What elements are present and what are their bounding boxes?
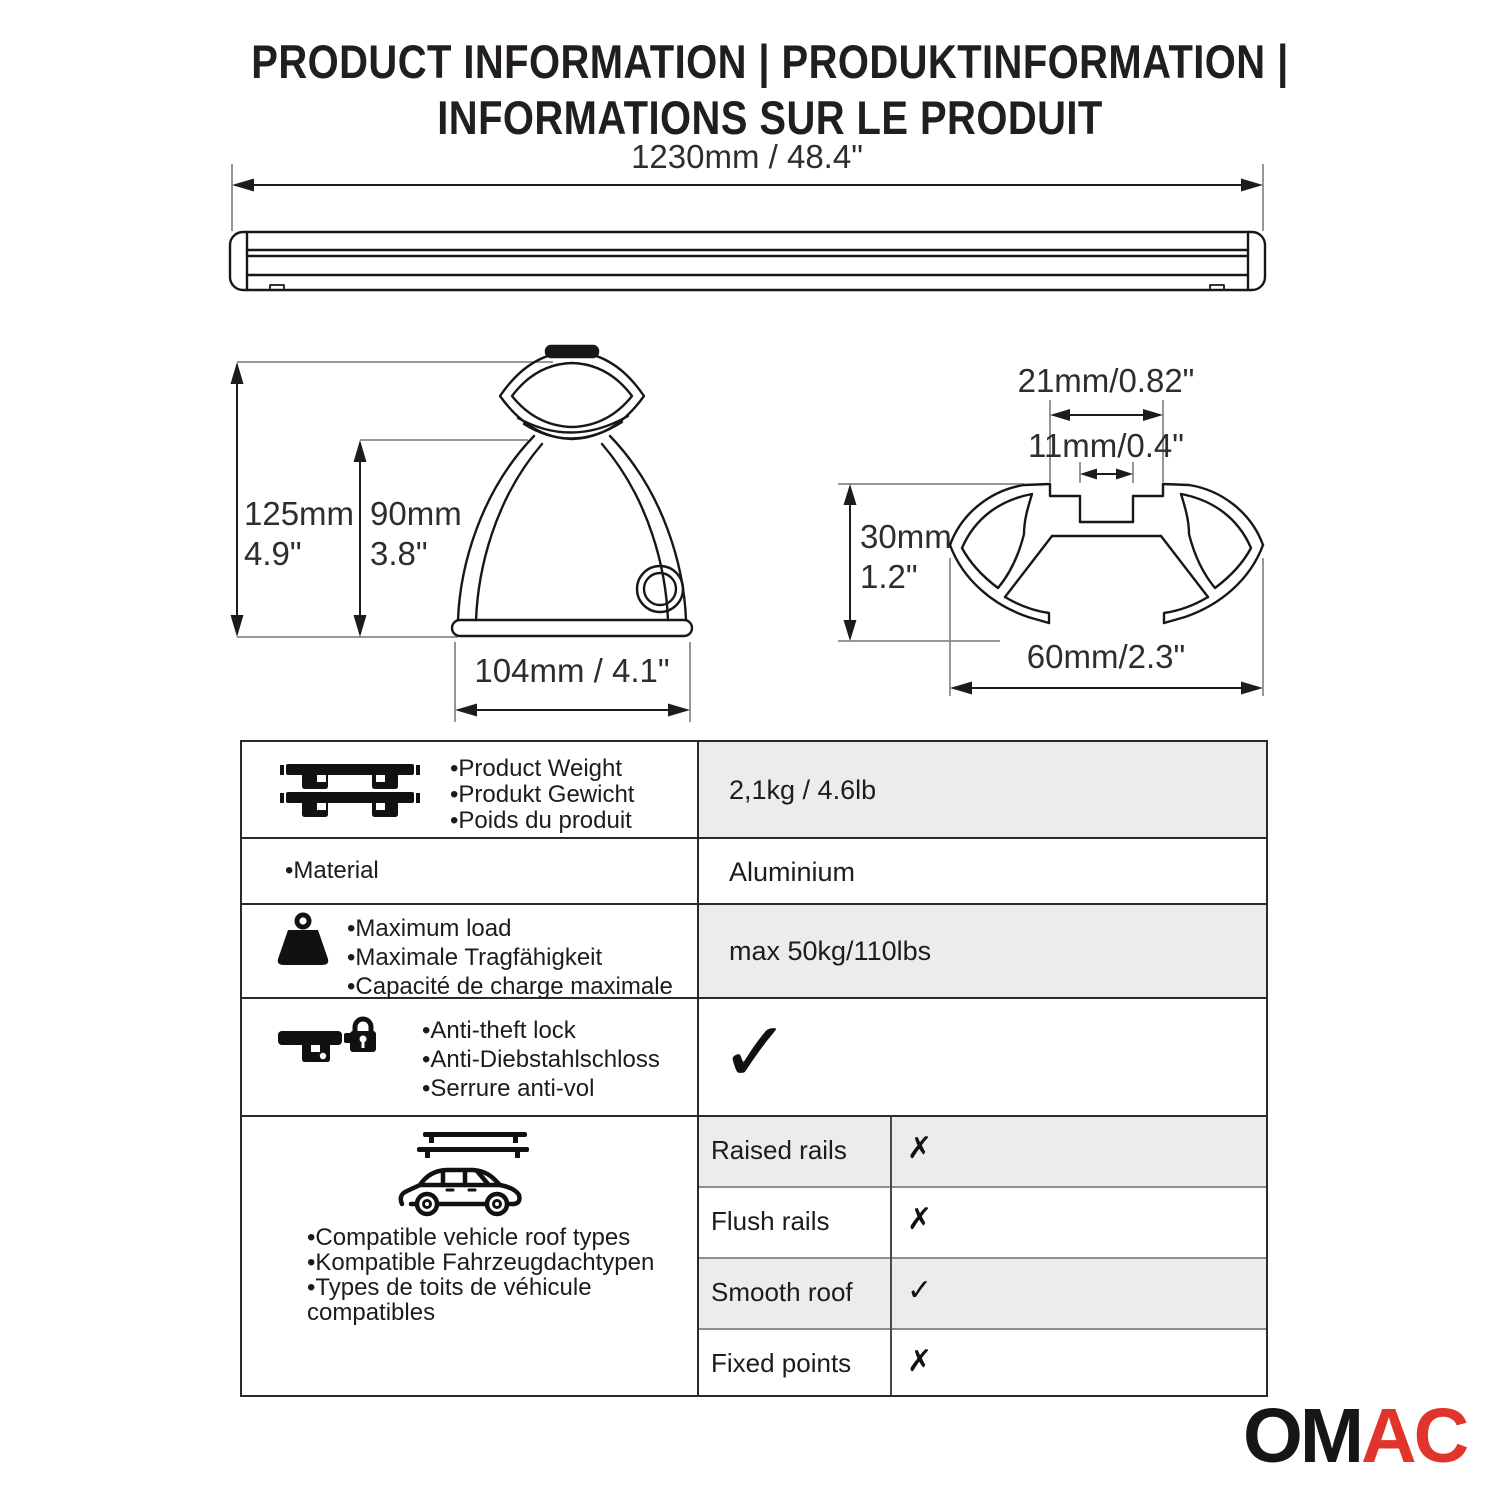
sub-row-label: Fixed points xyxy=(711,1348,852,1378)
foot-inner-height-mm: 90mm xyxy=(370,495,462,532)
anti-theft-icon xyxy=(278,1010,378,1068)
row-labels xyxy=(450,756,634,834)
row-divider xyxy=(242,837,1266,839)
foot-drawing xyxy=(452,346,692,636)
material-value: Aluminium xyxy=(729,857,856,887)
crossbar-profile-diagram xyxy=(808,362,1288,712)
bar-length-label: 1230mm / 48.4" xyxy=(631,138,863,175)
sub-row-label: Smooth roof xyxy=(711,1277,853,1307)
crossbar-drawing xyxy=(230,232,1265,290)
profile-outer-slot-label: 21mm/0.82" xyxy=(1017,362,1195,399)
max-load-icon xyxy=(273,910,333,968)
max-load-value: max 50kg/110lbs xyxy=(729,936,932,966)
profile-height-in: 1.2" xyxy=(860,558,918,595)
foot-height-mm: 125mm xyxy=(244,495,355,532)
sub-row-mark: ✗ xyxy=(907,1203,933,1236)
profile-width-label: 60mm/2.3" xyxy=(1026,638,1186,675)
profile-inner-slot-label: 11mm/0.4" xyxy=(1028,427,1184,464)
label-line: •Poids du produit xyxy=(450,807,632,834)
label-line: •Kompatible Fahrzeugdachtypen xyxy=(307,1249,655,1276)
foot-inner-height-in: 3.8" xyxy=(370,535,428,572)
page-title-line1: PRODUCT INFORMATION | PRODUKTINFORMATION | xyxy=(251,35,1289,88)
sub-row-label: Flush rails xyxy=(711,1206,830,1236)
sub-row-fixed-points xyxy=(699,1328,1266,1399)
foot-height-in: 4.9" xyxy=(244,535,302,572)
label-line: •Maximale Tragfähigkeit xyxy=(347,944,603,971)
spec-table xyxy=(240,740,1268,1397)
profile-height-mm: 30mm xyxy=(860,518,952,555)
label-line: •Capacité de charge maximale xyxy=(347,973,673,1000)
label-line: •Anti-Diebstahlschloss xyxy=(422,1046,660,1073)
omac-logo xyxy=(1243,1392,1466,1481)
sub-row-raised-rails xyxy=(699,1115,1266,1186)
sub-row-smooth-roof xyxy=(699,1257,1266,1328)
label-line: •Anti-theft lock xyxy=(422,1017,576,1044)
anti-theft-check: ✓ xyxy=(720,1005,791,1099)
roof-rack-icon xyxy=(280,762,420,818)
label-line: •Maximum load xyxy=(347,915,512,942)
omac-logo-red: AC xyxy=(1361,1393,1467,1479)
label-line: •Material xyxy=(285,857,379,884)
row-labels xyxy=(285,858,379,884)
label-line: •Compatible vehicle roof types xyxy=(307,1224,631,1251)
foot-width-label: 104mm / 4.1" xyxy=(474,652,670,689)
car-roof-icon xyxy=(395,1132,530,1217)
product-weight-value: 2,1kg / 4.6lb xyxy=(729,775,877,805)
row-labels xyxy=(347,914,673,1001)
sub-row-mark: ✓ xyxy=(907,1274,933,1307)
label-line: •Produkt Gewicht xyxy=(450,781,635,808)
sub-row-flush-rails xyxy=(699,1186,1266,1257)
label-line: compatibles xyxy=(307,1299,436,1326)
row-labels xyxy=(307,1225,654,1325)
row-divider xyxy=(242,903,1266,905)
page-title-line2: INFORMATIONS SUR LE PRODUIT xyxy=(437,91,1103,144)
sub-row-mark: ✗ xyxy=(907,1345,933,1378)
label-line: •Serrure anti-vol xyxy=(422,1075,595,1102)
crossbar-length-diagram xyxy=(220,128,1280,298)
sub-row-mark: ✗ xyxy=(907,1132,933,1165)
omac-logo-black: OM xyxy=(1243,1393,1362,1479)
profile-drawing xyxy=(950,484,1263,623)
mounting-foot-diagram xyxy=(218,342,708,732)
row-labels xyxy=(422,1016,660,1103)
sub-row-label: Raised rails xyxy=(711,1135,847,1165)
label-line: •Types de toits de véhicule xyxy=(307,1274,592,1301)
label-line: •Product Weight xyxy=(450,755,623,782)
